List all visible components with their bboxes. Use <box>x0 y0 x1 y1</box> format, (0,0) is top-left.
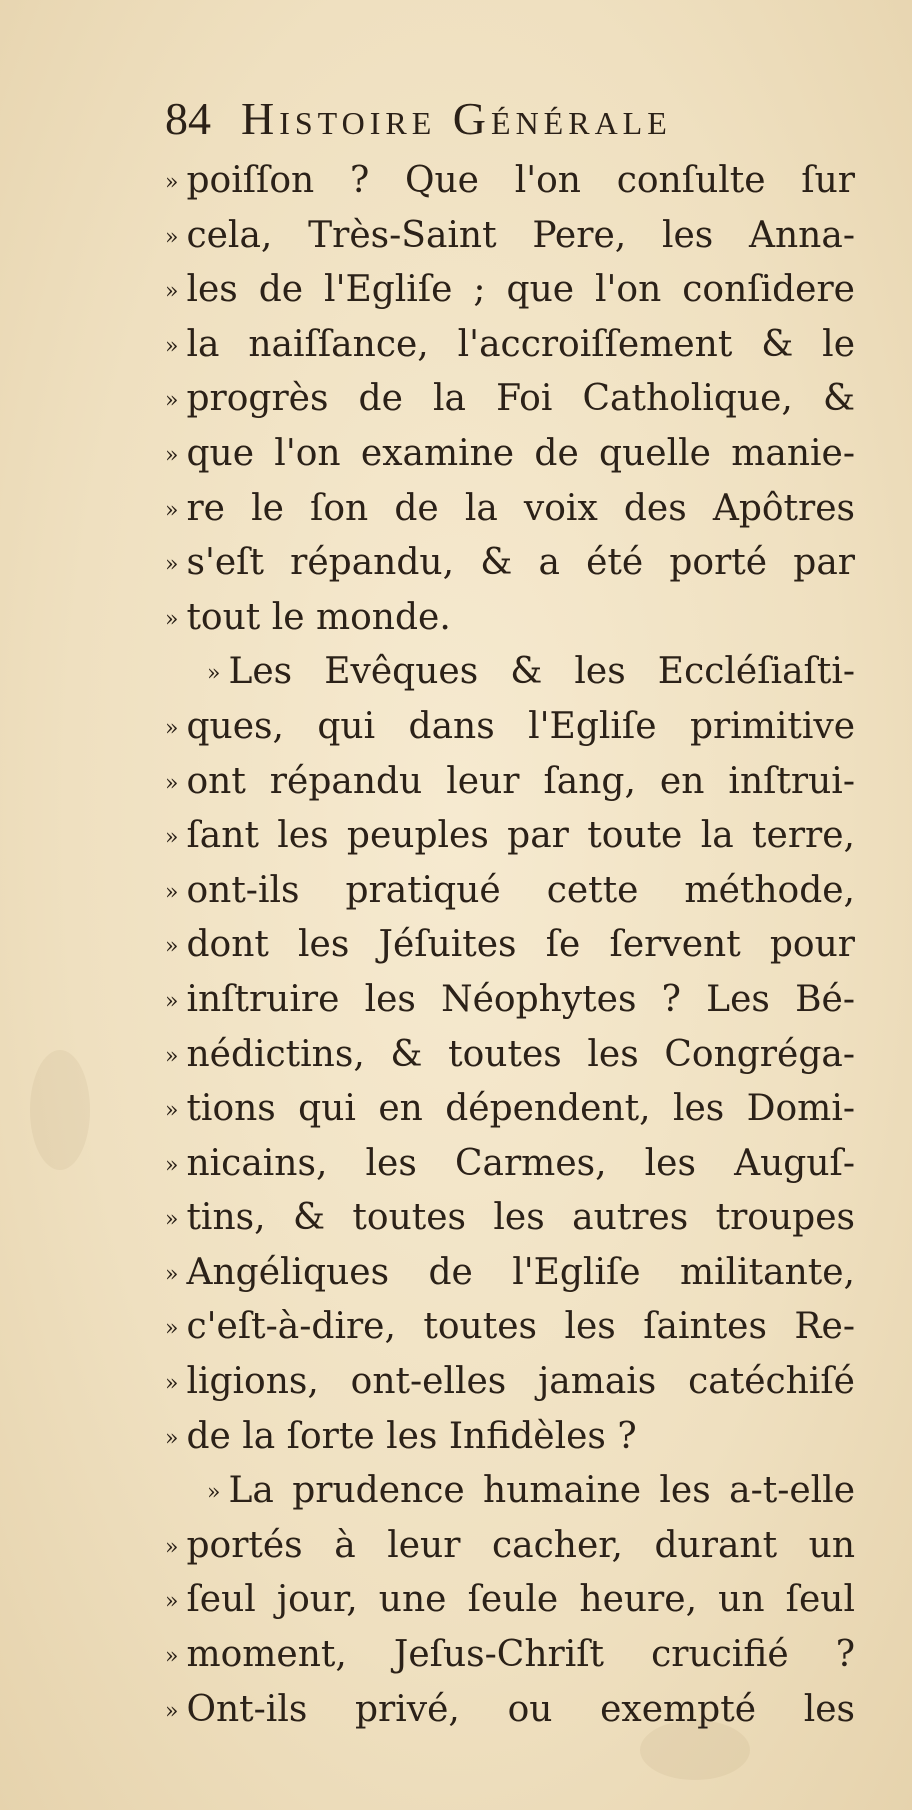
line-text: moment, Jeſus-Chriſt crucifié ? <box>186 1634 855 1676</box>
quote-mark: » <box>165 1698 179 1724</box>
line-text: Angéliques de l'Egliſe militante, <box>186 1251 855 1293</box>
quote-mark: » <box>165 497 179 523</box>
text-line <box>165 918 855 973</box>
quote-mark: » <box>165 1425 179 1451</box>
text-line <box>165 1573 855 1628</box>
quote-mark: » <box>165 1316 179 1342</box>
text-line <box>165 1355 855 1410</box>
quote-mark: » <box>207 661 221 687</box>
quote-mark: » <box>165 879 179 905</box>
text-line <box>165 318 855 373</box>
text-line <box>165 263 855 318</box>
quote-mark: » <box>165 1098 179 1124</box>
quote-mark: » <box>165 934 179 960</box>
line-text: cela, Très-Saint Pere, les Anna- <box>186 214 855 256</box>
quote-mark: » <box>165 333 179 359</box>
quote-mark: » <box>165 715 179 741</box>
body-text <box>165 154 855 1737</box>
quote-mark: » <box>165 1207 179 1233</box>
quote-mark: » <box>165 770 179 796</box>
text-line <box>165 755 855 810</box>
text-line <box>165 1464 855 1519</box>
text-line <box>165 864 855 919</box>
line-text: ont répandu leur ſang, en inſtrui- <box>186 760 855 802</box>
quote-mark: » <box>165 1043 179 1069</box>
line-text: nicains, les Carmes, les Auguſ- <box>186 1142 855 1184</box>
text-line <box>165 482 855 537</box>
quote-mark: » <box>165 224 179 250</box>
line-text: ligions, ont-elles jamais catéchiſé <box>186 1361 855 1403</box>
text-line <box>165 591 855 646</box>
page-number: 84 <box>165 93 211 144</box>
running-title: Histoire Générale <box>241 93 672 144</box>
text-line <box>165 1191 855 1246</box>
text-line <box>165 1137 855 1192</box>
text-line <box>165 1246 855 1301</box>
text-line <box>165 1082 855 1137</box>
line-text: que l'on examine de quelle manie- <box>186 432 855 474</box>
text-line <box>165 209 855 264</box>
text-line <box>165 700 855 755</box>
line-text: c'eſt-à-dire, toutes les ſaintes Re- <box>186 1306 855 1348</box>
text-line <box>165 536 855 591</box>
line-text: re le ſon de la voix des Apôtres <box>186 487 855 529</box>
running-head <box>165 92 855 154</box>
line-text: ſeul jour, une ſeule heure, un ſeul <box>186 1579 855 1621</box>
text-line <box>165 1410 855 1465</box>
line-text: s'eſt répandu, & a été porté par <box>186 542 855 584</box>
text-line <box>165 1519 855 1574</box>
text-line <box>165 973 855 1028</box>
text-line <box>165 1683 855 1738</box>
quote-mark: » <box>165 170 179 195</box>
text-block <box>165 92 855 1737</box>
quote-mark: » <box>165 1371 179 1397</box>
quote-mark: » <box>165 1261 179 1287</box>
line-text: progrès de la Foi Catholique, & <box>186 378 855 420</box>
line-text: La prudence humaine les a-t-elle <box>228 1470 855 1512</box>
text-line <box>165 427 855 482</box>
line-text: tout le monde. <box>186 596 451 638</box>
quote-mark: » <box>165 442 179 468</box>
line-text: poiſſon ? Que l'on conſulte ſur <box>186 160 855 201</box>
quote-mark: » <box>165 388 179 414</box>
line-text: Les Evêques & les Eccléſiaſti- <box>228 651 855 693</box>
line-text: dont les Jéſuites ſe ſervent pour <box>186 924 855 966</box>
quote-mark: » <box>165 1152 179 1178</box>
quote-mark: » <box>165 279 179 305</box>
text-line <box>165 1300 855 1355</box>
line-text: inſtruire les Néophytes ? Les Bé- <box>186 978 855 1020</box>
line-text: Ont-ils privé, ou exempté les <box>186 1688 855 1730</box>
line-text: de la ſorte les Infidèles ? <box>186 1415 637 1457</box>
quote-mark: » <box>165 825 179 851</box>
line-text: les de l'Egliſe ; que l'on conſidere <box>186 269 855 311</box>
text-line <box>165 645 855 700</box>
line-text: nédictins, & toutes les Congréga- <box>186 1033 855 1075</box>
line-text: tions qui en dépendent, les Domi- <box>186 1088 855 1130</box>
text-line <box>165 372 855 427</box>
line-text: la naiſſance, l'accroiſſement & le <box>186 323 855 365</box>
line-text: ſant les peuples par toute la terre, <box>186 815 855 857</box>
text-line <box>165 1628 855 1683</box>
line-text: tins, & toutes les autres troupes <box>186 1197 855 1239</box>
line-text: portés à leur cacher, durant un <box>186 1524 855 1566</box>
text-line <box>165 809 855 864</box>
quote-mark: » <box>165 1534 179 1560</box>
quote-mark: » <box>165 988 179 1014</box>
quote-mark: » <box>207 1480 221 1506</box>
line-text: ont-ils pratiqué cette méthode, <box>186 869 855 911</box>
quote-mark: » <box>165 1644 179 1670</box>
paper-stain <box>30 1050 90 1170</box>
quote-mark: » <box>165 552 179 578</box>
quote-mark: » <box>165 1589 179 1615</box>
text-line <box>165 1028 855 1083</box>
line-text: ques, qui dans l'Egliſe primitive <box>186 705 855 747</box>
quote-mark: » <box>165 606 179 632</box>
text-line <box>165 154 855 209</box>
